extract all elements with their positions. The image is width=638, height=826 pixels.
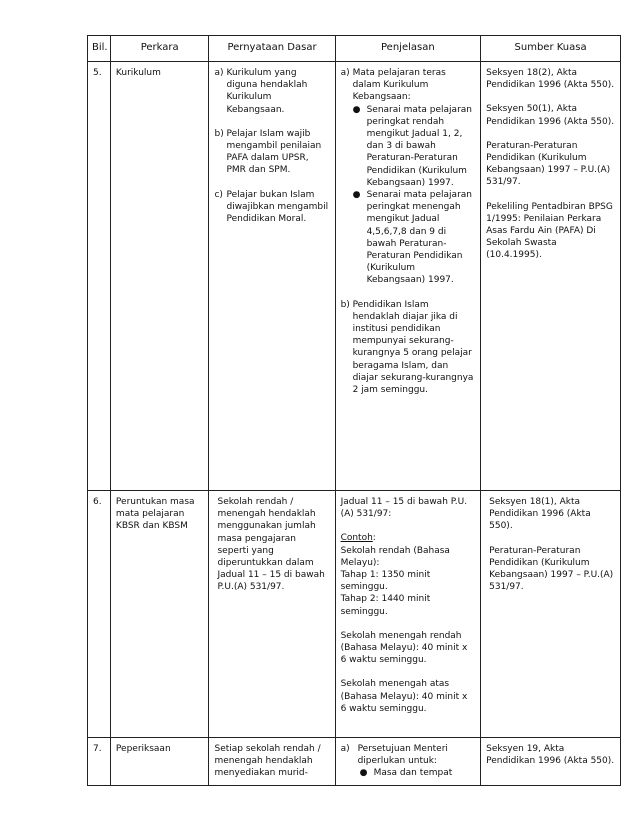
bullet-icon: ● (352, 104, 361, 115)
contoh-block: Contoh: Sekolah rendah (Bahasa Melayu): Tahap 1: 1350 minit seminggu. Tahap 2: 1440 minit seminggu. (340, 533, 450, 617)
table-row (88, 491, 621, 738)
row-number: 7. (88, 738, 111, 786)
bullet-icon: ● (359, 768, 368, 779)
list-item: a) Persetujuan Menteri diperlukan untuk: ● Masa dan tempat (341, 743, 476, 780)
penjelasan-intro: Jadual 11 – 15 di bawah P.U.(A) 531/97: (340, 497, 468, 520)
penjelasan-paragraph: Sekolah menengah rendah (Bahasa Melayu): 40 minit x 6 waktu seminggu. (340, 630, 468, 666)
sumber-cell (481, 62, 621, 491)
bullet-list (348, 767, 476, 779)
table-row (88, 62, 621, 491)
header-sumber-kuasa: Sumber Kuasa (481, 36, 621, 62)
bullet-item: ● Senarai mata pelajaran peringkat menengah mengikut Jadual 4,5,6,7,8 dan 9 di bawah Peraturan-Peraturan Pendidikan (Kurikulum Kebangsaan) 1997. (352, 190, 472, 286)
row-number: 5. (88, 62, 111, 491)
penjelasan-cell (335, 62, 481, 491)
list-item: a) Mata pelajaran teras dalam Kurikulum Kebangsaan: ● Senarai mata pelajaran peringkat rendah mengikut Jadual 1, 2, dan 3 di bawah Peraturan-Peraturan Pendidikan (Kurikulum Kebangsaan) 1997. ● Senarai mata pelajaran peringkat menengah mengikut Jadual 4,5,6,7,8 dan 9 di bawah Peraturan-Peraturan Pendidikan (Kurikulum Kebangsaan) 1997. (341, 67, 476, 287)
list-item: b) Pendidikan Islam hendaklah diajar jika di institusi pendidikan mempunyai sekurang-kurangnya 5 orang pelajar beragama Islam, dan diajar sekurang-kurangnya 2 jam seminggu. (340, 299, 474, 396)
source-paragraph: Seksyen 50(1), Akta Pendidikan 1996 (Akta 550). (486, 104, 615, 127)
header-penjelasan: Penjelasan (335, 36, 481, 62)
bullet-list (341, 104, 476, 287)
source-paragraph: Pekeliling Pentadbiran BPSG 1/1995: Penilaian Perkara Asas Fardu Ain (PAFA) Di Sekolah Swasta (10.4.1995). (486, 201, 613, 261)
source-paragraph: Seksyen 18(1), Akta Pendidikan 1996 (Akta 550). (489, 497, 591, 532)
pernyataan-cell (209, 62, 335, 491)
table-row (88, 738, 621, 786)
contoh-label: Contoh (340, 533, 373, 544)
list-item: b) Pelajar Islam wajib mengambil penilaian PAFA dalam UPSR, PMR dan SPM. (214, 128, 322, 176)
table-header-row (88, 36, 621, 62)
source-paragraph: Peraturan-Peraturan Pendidikan (Kurikulum Kebangsaan) 1997 – P.U.(A) 531/97. (486, 140, 611, 188)
sumber-cell: Seksyen 19, Akta Pendidikan 1996 (Akta 550). (481, 738, 621, 786)
penjelasan-cell (335, 738, 481, 786)
perkara-cell: Peruntukan masa mata pelajaran KBSR dan KBSM (110, 491, 209, 738)
policy-table (87, 35, 621, 786)
list-item: c) Pelajar bukan Islam diwajibkan mengambil Pendidikan Moral. (214, 189, 329, 225)
penjelasan-cell (335, 491, 481, 738)
bullet-item: ● Senarai mata pelajaran peringkat rendah mengikut Jadual 1, 2, dan 3 di bawah Peraturan-Peraturan Pendidikan (Kurikulum Kebangsaan) 1997. (352, 104, 472, 188)
source-paragraph: Seksyen 18(2), Akta Pendidikan 1996 (Akta 550). (486, 68, 615, 91)
perkara-cell: Kurikulum (110, 62, 209, 491)
source-paragraph: Peraturan-Peraturan Pendidikan (Kurikulum Kebangsaan) 1997 – P.U.(A) 531/97. (489, 545, 614, 593)
row-number: 6. (88, 491, 111, 738)
header-bil: Bil. (88, 36, 111, 62)
perkara-cell: Peperiksaan (110, 738, 209, 786)
list-item: a) Kurikulum yang diguna hendaklah Kurikulum Kebangsaan. (214, 68, 308, 115)
pernyataan-cell: Setiap sekolah rendah / menengah hendaklah menyediakan murid- (209, 738, 335, 786)
bullet-item: ● Masa dan tempat (359, 768, 453, 779)
bullet-icon: ● (352, 190, 361, 201)
header-pernyataan-dasar: Pernyataan Dasar (209, 36, 335, 62)
pernyataan-cell: Sekolah rendah / menengah hendaklah menggunakan jumlah masa pengajaran seperti yang diperuntukkan dalam Jadual 11 – 15 di bawah P.U.(A) 531/97. (209, 491, 335, 738)
header-perkara: Perkara (110, 36, 209, 62)
penjelasan-paragraph: Sekolah menengah atas (Bahasa Melayu): 40 minit x 6 waktu seminggu. (340, 679, 468, 714)
sumber-cell (481, 491, 621, 738)
